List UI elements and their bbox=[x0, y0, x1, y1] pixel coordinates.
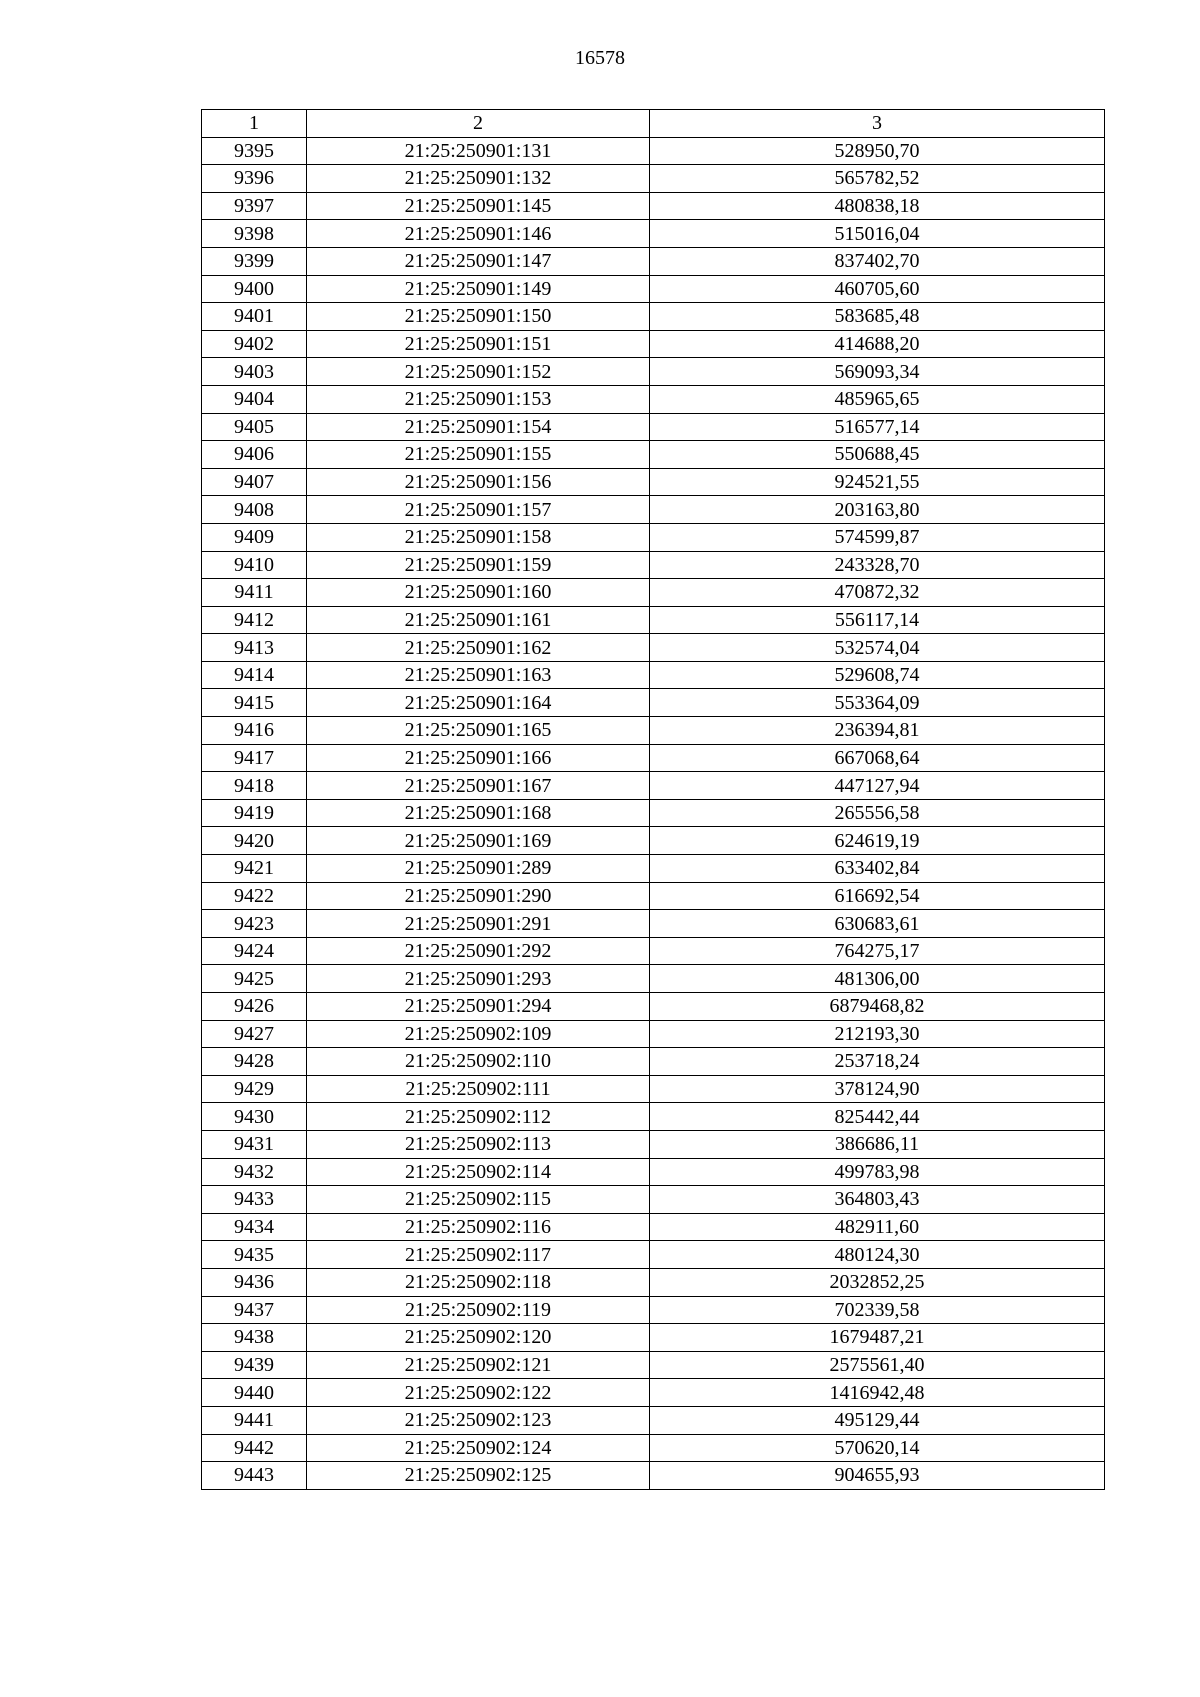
cadastral-number-cell: 21:25:250902:122 bbox=[307, 1379, 650, 1407]
value-cell: 667068,64 bbox=[650, 744, 1105, 772]
value-cell: 378124,90 bbox=[650, 1075, 1105, 1103]
row-number-cell: 9434 bbox=[202, 1213, 307, 1241]
table-row bbox=[202, 413, 1105, 441]
table-row bbox=[202, 827, 1105, 855]
table-row bbox=[202, 1324, 1105, 1352]
table-row bbox=[202, 275, 1105, 303]
row-number-cell: 9402 bbox=[202, 330, 307, 358]
row-number-cell: 9438 bbox=[202, 1324, 307, 1352]
value-cell: 1679487,21 bbox=[650, 1324, 1105, 1352]
table-row bbox=[202, 330, 1105, 358]
row-number-cell: 9408 bbox=[202, 496, 307, 524]
value-cell: 837402,70 bbox=[650, 247, 1105, 275]
value-cell: 480124,30 bbox=[650, 1241, 1105, 1269]
table-row bbox=[202, 744, 1105, 772]
value-cell: 583685,48 bbox=[650, 303, 1105, 331]
row-number-cell: 9406 bbox=[202, 441, 307, 469]
value-cell: 516577,14 bbox=[650, 413, 1105, 441]
cadastral-number-cell: 21:25:250901:293 bbox=[307, 965, 650, 993]
row-number-cell: 9397 bbox=[202, 192, 307, 220]
cadastral-number-cell: 21:25:250901:163 bbox=[307, 661, 650, 689]
cadastral-number-cell: 21:25:250902:111 bbox=[307, 1075, 650, 1103]
table-row bbox=[202, 1186, 1105, 1214]
row-number-cell: 9415 bbox=[202, 689, 307, 717]
table-row bbox=[202, 385, 1105, 413]
cadastral-number-cell: 21:25:250902:115 bbox=[307, 1186, 650, 1214]
table-row bbox=[202, 220, 1105, 248]
cadastral-number-cell: 21:25:250901:146 bbox=[307, 220, 650, 248]
value-cell: 764275,17 bbox=[650, 937, 1105, 965]
table-row bbox=[202, 1406, 1105, 1434]
cadastral-number-cell: 21:25:250901:160 bbox=[307, 579, 650, 607]
row-number-cell: 9440 bbox=[202, 1379, 307, 1407]
table-row bbox=[202, 910, 1105, 938]
table-row bbox=[202, 606, 1105, 634]
cadastral-number-cell: 21:25:250901:167 bbox=[307, 772, 650, 800]
cadastral-number-cell: 21:25:250902:121 bbox=[307, 1351, 650, 1379]
table-row bbox=[202, 137, 1105, 165]
row-number-cell: 9410 bbox=[202, 551, 307, 579]
row-number-cell: 9428 bbox=[202, 1048, 307, 1076]
cadastral-number-cell: 21:25:250901:294 bbox=[307, 993, 650, 1021]
table-row bbox=[202, 1351, 1105, 1379]
row-number-cell: 9423 bbox=[202, 910, 307, 938]
row-number-cell: 9427 bbox=[202, 1020, 307, 1048]
value-cell: 482911,60 bbox=[650, 1213, 1105, 1241]
row-number-cell: 9420 bbox=[202, 827, 307, 855]
table-row bbox=[202, 717, 1105, 745]
table-row bbox=[202, 1462, 1105, 1490]
row-number-cell: 9421 bbox=[202, 855, 307, 883]
row-number-cell: 9442 bbox=[202, 1434, 307, 1462]
row-number-cell: 9407 bbox=[202, 468, 307, 496]
value-cell: 924521,55 bbox=[650, 468, 1105, 496]
row-number-cell: 9409 bbox=[202, 523, 307, 551]
value-cell: 243328,70 bbox=[650, 551, 1105, 579]
value-cell: 574599,87 bbox=[650, 523, 1105, 551]
table-body bbox=[202, 137, 1105, 1489]
cadastral-number-cell: 21:25:250902:125 bbox=[307, 1462, 650, 1490]
row-number-cell: 9411 bbox=[202, 579, 307, 607]
cadastral-number-cell: 21:25:250901:151 bbox=[307, 330, 650, 358]
cadastral-number-cell: 21:25:250901:290 bbox=[307, 882, 650, 910]
table-row bbox=[202, 689, 1105, 717]
value-cell: 529608,74 bbox=[650, 661, 1105, 689]
cadastral-number-cell: 21:25:250901:159 bbox=[307, 551, 650, 579]
data-table bbox=[201, 109, 1105, 1490]
table-row bbox=[202, 523, 1105, 551]
cadastral-number-cell: 21:25:250901:158 bbox=[307, 523, 650, 551]
column-header-1: 1 bbox=[202, 110, 307, 138]
table-row bbox=[202, 1020, 1105, 1048]
table-header bbox=[202, 110, 1105, 138]
row-number-cell: 9414 bbox=[202, 661, 307, 689]
row-number-cell: 9439 bbox=[202, 1351, 307, 1379]
table-row bbox=[202, 303, 1105, 331]
cadastral-number-cell: 21:25:250901:145 bbox=[307, 192, 650, 220]
cadastral-number-cell: 21:25:250902:114 bbox=[307, 1158, 650, 1186]
table-header-row bbox=[202, 110, 1105, 138]
value-cell: 532574,04 bbox=[650, 634, 1105, 662]
table-row bbox=[202, 1379, 1105, 1407]
table-row bbox=[202, 882, 1105, 910]
cadastral-number-cell: 21:25:250901:154 bbox=[307, 413, 650, 441]
table-row bbox=[202, 634, 1105, 662]
row-number-cell: 9429 bbox=[202, 1075, 307, 1103]
value-cell: 1416942,48 bbox=[650, 1379, 1105, 1407]
value-cell: 212193,30 bbox=[650, 1020, 1105, 1048]
row-number-cell: 9405 bbox=[202, 413, 307, 441]
row-number-cell: 9404 bbox=[202, 385, 307, 413]
row-number-cell: 9432 bbox=[202, 1158, 307, 1186]
row-number-cell: 9416 bbox=[202, 717, 307, 745]
table-row bbox=[202, 1268, 1105, 1296]
cadastral-number-cell: 21:25:250902:120 bbox=[307, 1324, 650, 1352]
value-cell: 528950,70 bbox=[650, 137, 1105, 165]
row-number-cell: 9395 bbox=[202, 137, 307, 165]
row-number-cell: 9425 bbox=[202, 965, 307, 993]
value-cell: 825442,44 bbox=[650, 1103, 1105, 1131]
cadastral-number-cell: 21:25:250901:292 bbox=[307, 937, 650, 965]
table-row bbox=[202, 358, 1105, 386]
table-row bbox=[202, 165, 1105, 193]
row-number-cell: 9441 bbox=[202, 1406, 307, 1434]
cadastral-number-cell: 21:25:250901:291 bbox=[307, 910, 650, 938]
cadastral-number-cell: 21:25:250901:131 bbox=[307, 137, 650, 165]
cadastral-number-cell: 21:25:250901:155 bbox=[307, 441, 650, 469]
cadastral-number-cell: 21:25:250902:110 bbox=[307, 1048, 650, 1076]
row-number-cell: 9424 bbox=[202, 937, 307, 965]
table-row bbox=[202, 192, 1105, 220]
cadastral-number-cell: 21:25:250901:150 bbox=[307, 303, 650, 331]
table-row bbox=[202, 855, 1105, 883]
cadastral-number-cell: 21:25:250902:109 bbox=[307, 1020, 650, 1048]
value-cell: 904655,93 bbox=[650, 1462, 1105, 1490]
value-cell: 624619,19 bbox=[650, 827, 1105, 855]
table-row bbox=[202, 1241, 1105, 1269]
row-number-cell: 9399 bbox=[202, 247, 307, 275]
value-cell: 236394,81 bbox=[650, 717, 1105, 745]
value-cell: 495129,44 bbox=[650, 1406, 1105, 1434]
table-row bbox=[202, 661, 1105, 689]
row-number-cell: 9403 bbox=[202, 358, 307, 386]
column-header-2: 2 bbox=[307, 110, 650, 138]
table-row bbox=[202, 1075, 1105, 1103]
value-cell: 364803,43 bbox=[650, 1186, 1105, 1214]
row-number-cell: 9418 bbox=[202, 772, 307, 800]
cadastral-number-cell: 21:25:250902:117 bbox=[307, 1241, 650, 1269]
table-row bbox=[202, 1213, 1105, 1241]
cadastral-number-cell: 21:25:250902:118 bbox=[307, 1268, 650, 1296]
row-number-cell: 9435 bbox=[202, 1241, 307, 1269]
cadastral-number-cell: 21:25:250902:113 bbox=[307, 1130, 650, 1158]
table-row bbox=[202, 1434, 1105, 1462]
row-number-cell: 9396 bbox=[202, 165, 307, 193]
row-number-cell: 9431 bbox=[202, 1130, 307, 1158]
row-number-cell: 9436 bbox=[202, 1268, 307, 1296]
table-row bbox=[202, 247, 1105, 275]
cadastral-number-cell: 21:25:250901:165 bbox=[307, 717, 650, 745]
row-number-cell: 9398 bbox=[202, 220, 307, 248]
table-row bbox=[202, 937, 1105, 965]
cadastral-number-cell: 21:25:250901:169 bbox=[307, 827, 650, 855]
cadastral-number-cell: 21:25:250902:119 bbox=[307, 1296, 650, 1324]
value-cell: 386686,11 bbox=[650, 1130, 1105, 1158]
value-cell: 556117,14 bbox=[650, 606, 1105, 634]
cadastral-number-cell: 21:25:250901:147 bbox=[307, 247, 650, 275]
value-cell: 485965,65 bbox=[650, 385, 1105, 413]
cadastral-number-cell: 21:25:250902:112 bbox=[307, 1103, 650, 1131]
row-number-cell: 9443 bbox=[202, 1462, 307, 1490]
value-cell: 481306,00 bbox=[650, 965, 1105, 993]
row-number-cell: 9419 bbox=[202, 799, 307, 827]
value-cell: 6879468,82 bbox=[650, 993, 1105, 1021]
table-row bbox=[202, 1103, 1105, 1131]
row-number-cell: 9426 bbox=[202, 993, 307, 1021]
value-cell: 553364,09 bbox=[650, 689, 1105, 717]
cadastral-number-cell: 21:25:250901:168 bbox=[307, 799, 650, 827]
table-row bbox=[202, 993, 1105, 1021]
value-cell: 550688,45 bbox=[650, 441, 1105, 469]
value-cell: 702339,58 bbox=[650, 1296, 1105, 1324]
table-row bbox=[202, 1130, 1105, 1158]
cadastral-number-cell: 21:25:250901:161 bbox=[307, 606, 650, 634]
value-cell: 630683,61 bbox=[650, 910, 1105, 938]
value-cell: 616692,54 bbox=[650, 882, 1105, 910]
cadastral-number-cell: 21:25:250901:162 bbox=[307, 634, 650, 662]
page-number: 16578 bbox=[575, 47, 625, 69]
cadastral-number-cell: 21:25:250901:149 bbox=[307, 275, 650, 303]
row-number-cell: 9433 bbox=[202, 1186, 307, 1214]
table-row bbox=[202, 579, 1105, 607]
cadastral-number-cell: 21:25:250902:116 bbox=[307, 1213, 650, 1241]
cadastral-number-cell: 21:25:250902:124 bbox=[307, 1434, 650, 1462]
table-row bbox=[202, 1296, 1105, 1324]
cadastral-number-cell: 21:25:250901:157 bbox=[307, 496, 650, 524]
table-row bbox=[202, 965, 1105, 993]
cadastral-number-cell: 21:25:250902:123 bbox=[307, 1406, 650, 1434]
value-cell: 569093,34 bbox=[650, 358, 1105, 386]
value-cell: 203163,80 bbox=[650, 496, 1105, 524]
value-cell: 447127,94 bbox=[650, 772, 1105, 800]
cadastral-number-cell: 21:25:250901:153 bbox=[307, 385, 650, 413]
table-row bbox=[202, 551, 1105, 579]
value-cell: 253718,24 bbox=[650, 1048, 1105, 1076]
value-cell: 515016,04 bbox=[650, 220, 1105, 248]
row-number-cell: 9412 bbox=[202, 606, 307, 634]
cadastral-number-cell: 21:25:250901:156 bbox=[307, 468, 650, 496]
row-number-cell: 9422 bbox=[202, 882, 307, 910]
table-row bbox=[202, 772, 1105, 800]
value-cell: 633402,84 bbox=[650, 855, 1105, 883]
value-cell: 2032852,25 bbox=[650, 1268, 1105, 1296]
value-cell: 470872,32 bbox=[650, 579, 1105, 607]
cadastral-number-cell: 21:25:250901:166 bbox=[307, 744, 650, 772]
value-cell: 565782,52 bbox=[650, 165, 1105, 193]
row-number-cell: 9417 bbox=[202, 744, 307, 772]
cadastral-number-cell: 21:25:250901:164 bbox=[307, 689, 650, 717]
value-cell: 460705,60 bbox=[650, 275, 1105, 303]
table-row bbox=[202, 496, 1105, 524]
row-number-cell: 9401 bbox=[202, 303, 307, 331]
cadastral-number-cell: 21:25:250901:289 bbox=[307, 855, 650, 883]
row-number-cell: 9437 bbox=[202, 1296, 307, 1324]
value-cell: 2575561,40 bbox=[650, 1351, 1105, 1379]
table-row bbox=[202, 799, 1105, 827]
row-number-cell: 9400 bbox=[202, 275, 307, 303]
cadastral-number-cell: 21:25:250901:152 bbox=[307, 358, 650, 386]
table-row bbox=[202, 1158, 1105, 1186]
table-row bbox=[202, 1048, 1105, 1076]
row-number-cell: 9413 bbox=[202, 634, 307, 662]
value-cell: 414688,20 bbox=[650, 330, 1105, 358]
column-header-3: 3 bbox=[650, 110, 1105, 138]
value-cell: 499783,98 bbox=[650, 1158, 1105, 1186]
table-row bbox=[202, 468, 1105, 496]
value-cell: 570620,14 bbox=[650, 1434, 1105, 1462]
row-number-cell: 9430 bbox=[202, 1103, 307, 1131]
table-row bbox=[202, 441, 1105, 469]
cadastral-number-cell: 21:25:250901:132 bbox=[307, 165, 650, 193]
value-cell: 480838,18 bbox=[650, 192, 1105, 220]
value-cell: 265556,58 bbox=[650, 799, 1105, 827]
